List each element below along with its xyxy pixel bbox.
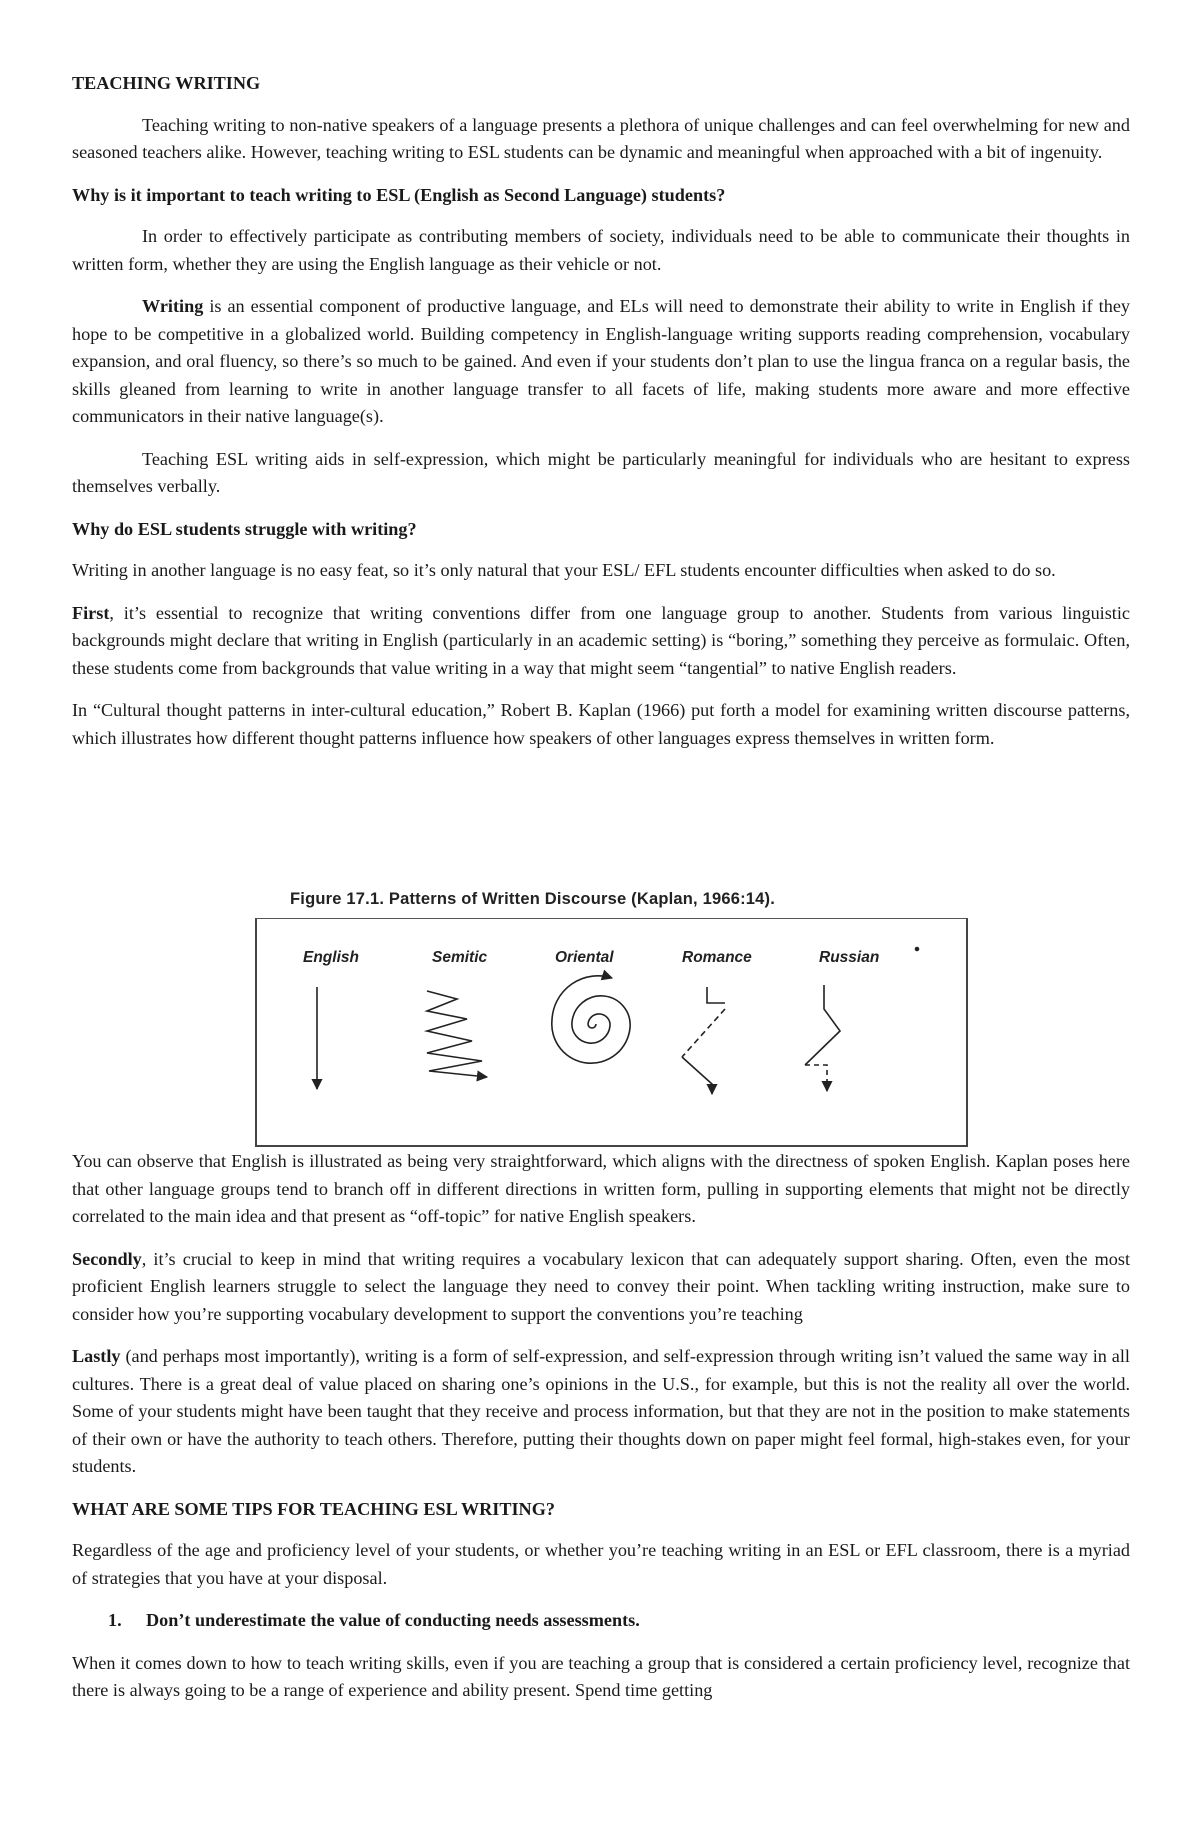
paragraph: When it comes down to how to teach writing skills, even if you are teaching a group that is considered a certain proficiency level, recognize that there is always going to be a range of experience and ability present. Spend time getting [72,1652,1130,1700]
paragraph: In order to effectively participate as contributing members of society, individuals need to be able to communicate their thoughts in written form, whether they are using the English language as their vehicle or not. [72,226,1130,274]
bold-lead: First [72,602,110,623]
figure-dot [916,948,919,951]
discourse-patterns-figure [255,918,968,1147]
section-heading-tips: WHAT ARE SOME TIPS FOR TEACHING ESL WRITING? [72,1498,555,1519]
paragraph-text: is an essential component of productive language, and ELs will need to demonstrate their ability to write in English if they hope to be competitive in a globalized world. Building competency in English-language writing supports reading comprehension, vocabulary expansion, and oral fluency, so there’s so much to be gained. And even if your students don’t plan to use the lingua franca on a regular basis, the skills gleaned from learning to write in another language transfer to all facets of life, making students more aware and more effective communicators in their native language(s). [72,296,1130,426]
figure-drawing [257,919,966,1145]
oriental-spiral [552,976,630,1063]
bold-lead: Secondly [72,1248,142,1269]
semitic-zigzag [427,991,487,1077]
paragraph-text: (and perhaps most importantly), writing is a form of self-expression, and self-expression through writing isn’t valued the same way in all cultures. There is a great deal of value placed on sharing one’s opinions in the U.S., for example, but this is not the reality all over the world. Some of your students might have been taught that they receive and process information, but that they are not in the position to make statements of their own or have the authority to teach others. Therefore, putting their thoughts down on paper might feel formal, high-stakes even, for your students. [72,1346,1130,1476]
paragraph: Writing in another language is no easy feat, so it’s only natural that your ESL/ EFL students encounter difficulties when asked to do so. [72,560,1056,580]
paragraph-text: , it’s essential to recognize that writing conventions differ from one language group to another. Students from various linguistic backgrounds might declare that writing in English (particularly in an academic setting) is “boring,” something they perceive as formulaic. Often, these students come from backgrounds that value writing in a way that might seem “tangential” to native English readers. [72,602,1130,678]
figure-label-oriental: Oriental [555,949,614,966]
paragraph [72,293,1130,431]
paragraph: Regardless of the age and proficiency level of your students, or whether you’re teaching writing in an ESL or EFL classroom, there is a myriad of strategies that you have at your disposal. [72,1540,1130,1588]
document-page-continued [72,1148,1130,1705]
list-number: 1. [108,1610,122,1630]
russian-path [805,985,840,1065]
paragraph [72,600,1130,683]
russian-dash [805,1065,827,1079]
paragraph: In “Cultural thought patterns in inter-cultural education,” Robert B. Kaplan (1966) put forth a model for examining written discourse patterns, which illustrates how different thought patterns influence how speakers of other languages express themselves in written form. [72,700,1130,748]
list-item-title: Don’t underestimate the value of conducting needs assessments. [146,1610,640,1630]
intro-paragraph: Teaching writing to non-native speakers of a language presents a plethora of unique challenges and can feel overwhelming for new and seasoned teachers alike. However, teaching writing to ESL students can be dynamic and meaningful when approached with a bit of ingenuity. [72,114,1130,162]
page-title: TEACHING WRITING [72,73,261,93]
paragraph: You can observe that English is illustrated as being very straightforward, which aligns with the directness of spoken English. Kaplan poses here that other language groups tend to branch off in different directions in written form, pulling in supporting elements that might not be directly correlated to the main idea and that present as “off-topic” for native English speakers. [72,1151,1130,1226]
figure-caption: Figure 17.1. Patterns of Written Discourse (Kaplan, 1966:14). [290,890,776,908]
section-heading-why-important: Why is it important to teach writing to ESL (English as Second Language) students? [72,184,726,205]
list-item [72,1607,1130,1635]
paragraph: Teaching ESL writing aids in self-expression, which might be particularly meaningful for individuals who are hesitant to express themselves verbally. [72,448,1130,496]
figure-label-romance: Romance [682,949,752,966]
figure-label-english: English [303,949,359,966]
figure-label-russian: Russian [819,949,880,966]
paragraph [72,1343,1130,1481]
document-page [72,70,1130,752]
paragraph-text: , it’s crucial to keep in mind that writing requires a vocabulary lexicon that can adequately support sharing. Often, even the most proficient English learners struggle to select the language they need to convey their point. When tackling writing instruction, make sure to consider how you’re supporting vocabulary development to support the conventions you’re teaching [72,1248,1130,1324]
paragraph [72,1246,1130,1329]
figure-label-semitic: Semitic [432,949,488,966]
bold-lead: Lastly [72,1346,121,1366]
romance-dash [682,1009,725,1057]
romance-return [682,1057,712,1094]
section-heading-why-struggle: Why do ESL students struggle with writing? [72,518,417,539]
romance-path [707,987,725,1003]
bold-lead: Writing [142,296,204,316]
